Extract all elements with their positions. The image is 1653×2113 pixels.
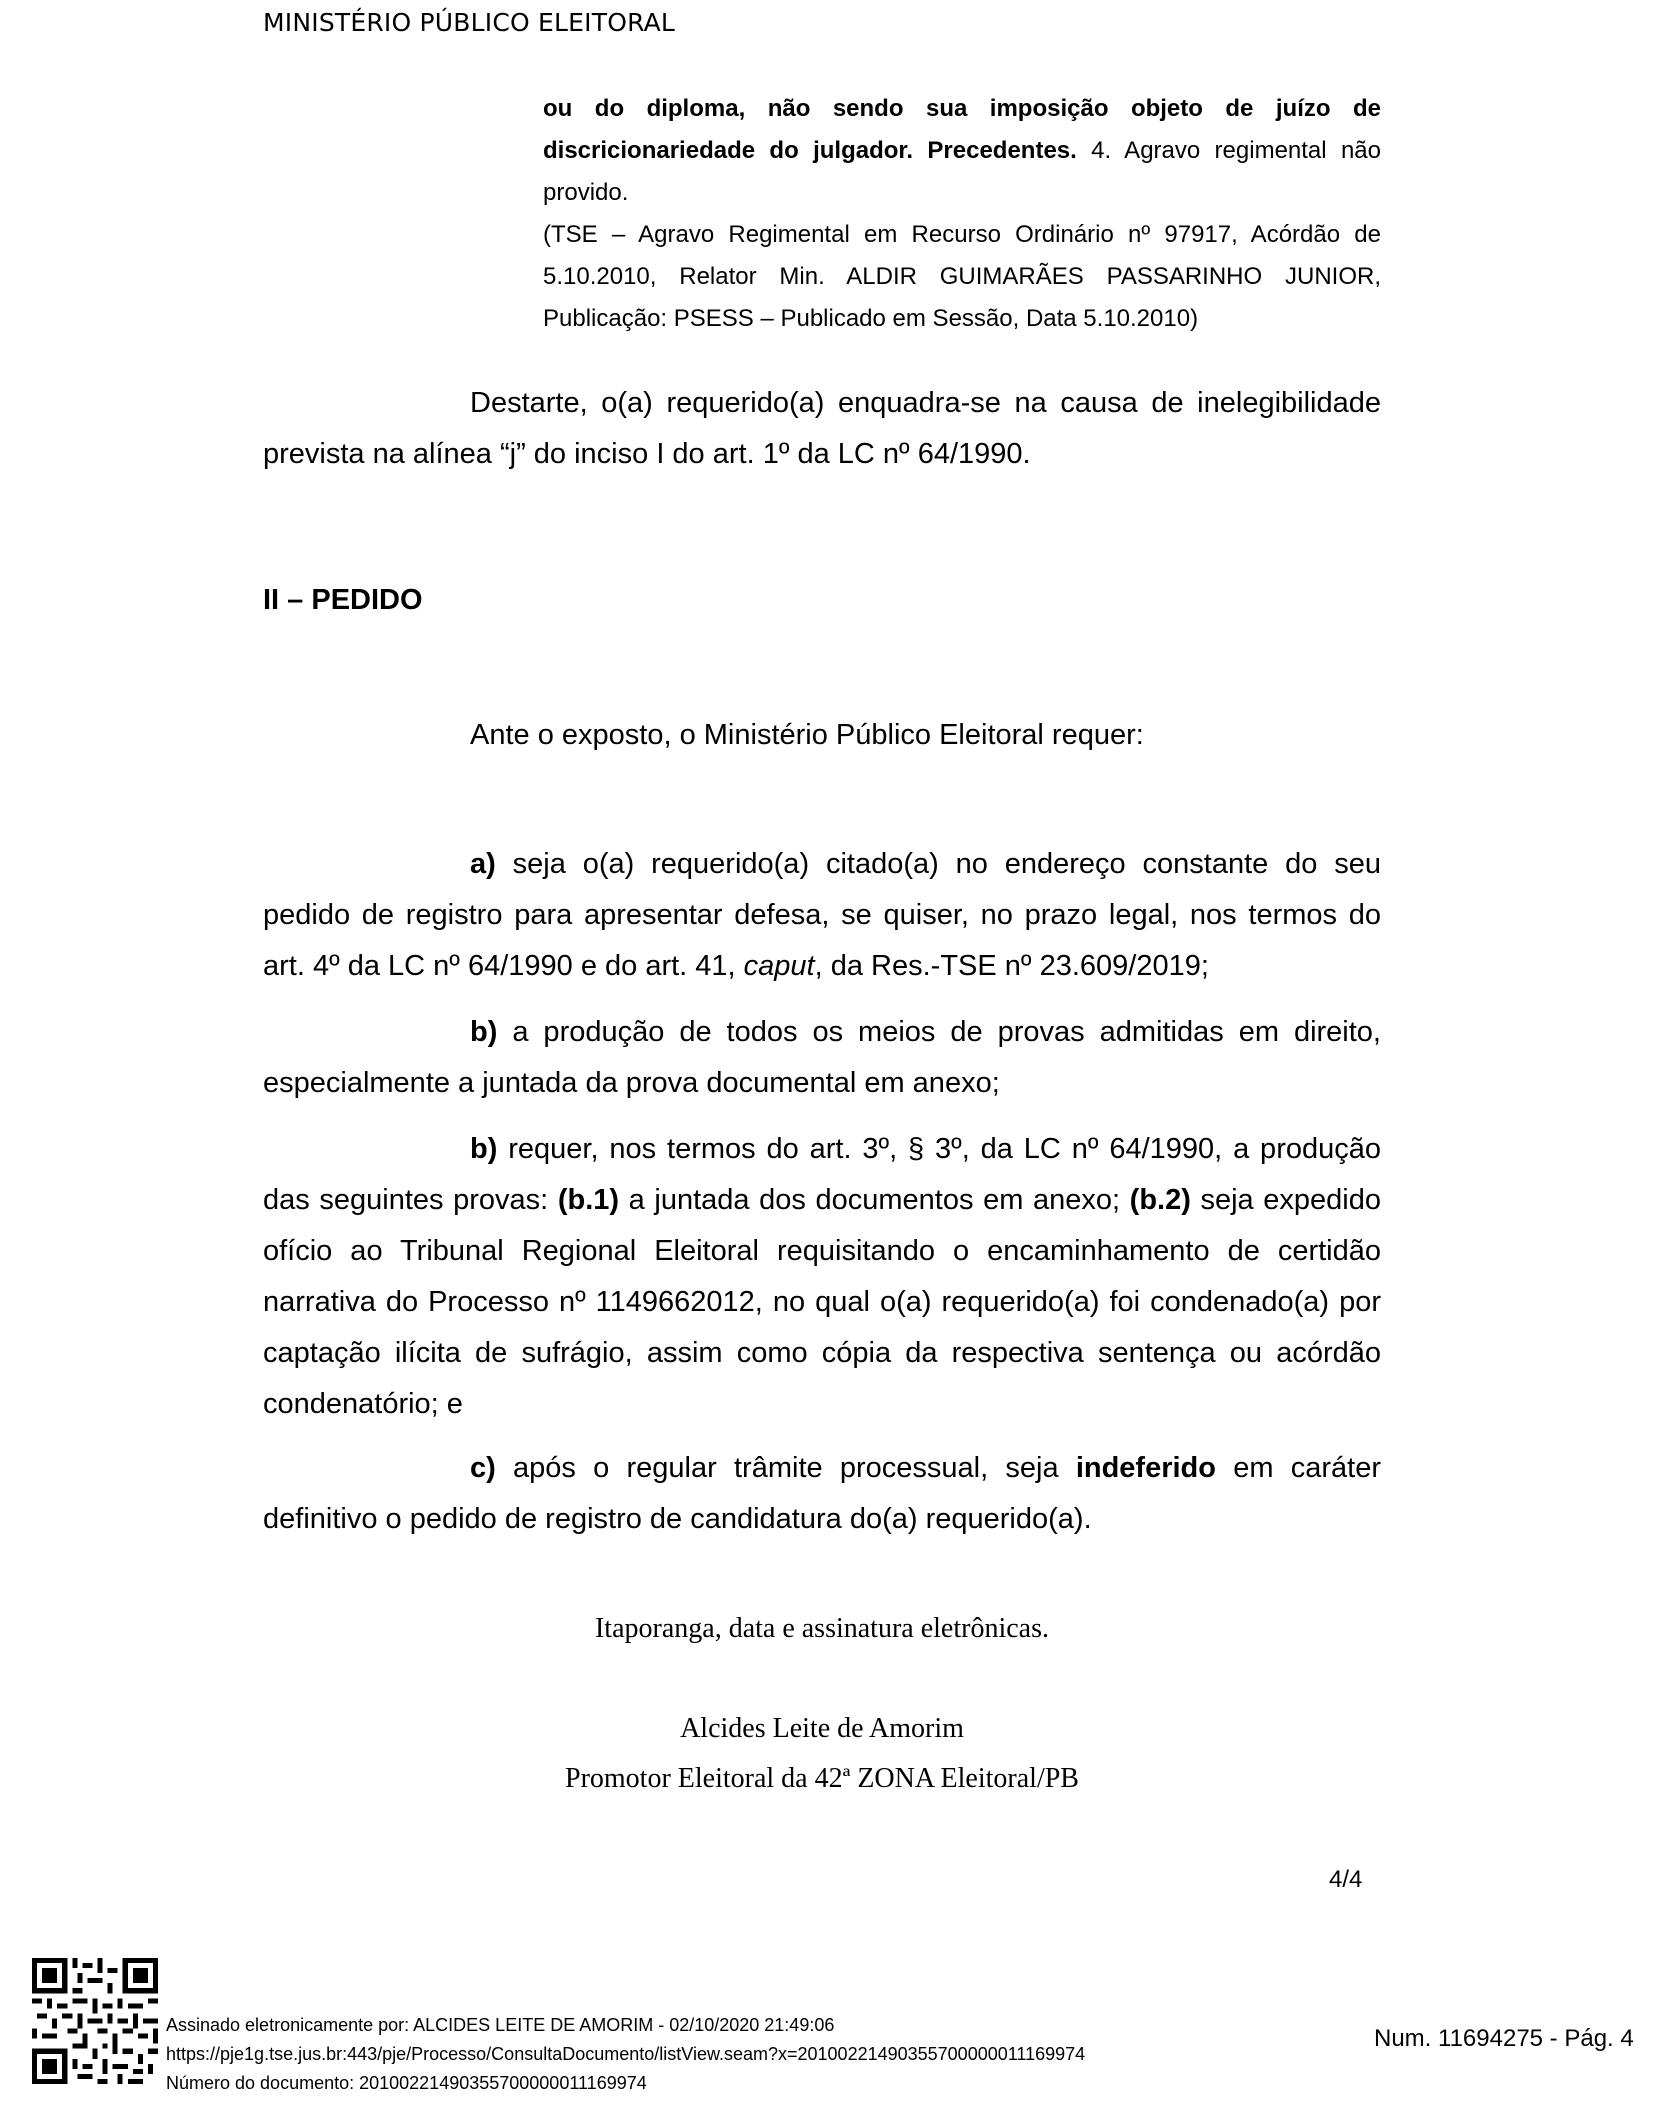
footer-page-number: Num. 11694275 - Pág. 4 [1374,2025,1634,2052]
item-label: b) [470,1016,498,1048]
quote-bold-text: ou do diploma, não sendo sua imposição objeto de juízo de discricionariedade do julgador. Precedentes. [543,95,1381,164]
conclusion-text: Destarte, o(a) requerido(a) enquadra-se na causa de inelegibilidade prevista na alínea “j” do inciso I do art. 1º da LC nº 64/1990. [263,387,1381,470]
item-label: c) [470,1452,496,1484]
request-item-b1 [263,1007,1381,1109]
item-bold-text: indeferido [1075,1452,1216,1484]
item-text: após o regular trâmite processual, seja [495,1452,1076,1484]
signed-by-text: Assinado eletronicamente por: ALCIDES LEITE DE AMORIM - 02/10/2020 21:49:06 [166,2015,835,2035]
sub-item-label: (b.1) [557,1184,620,1216]
sub-item-label: (b.2) [1129,1184,1191,1216]
page-counter: 4/4 [1329,1866,1363,1893]
signer-name: Alcides Leite de Amorim [680,1713,964,1744]
conclusion-paragraph [263,378,1381,480]
signature-footer [166,2011,1085,2098]
document-header: MINISTÉRIO PÚBLICO ELEITORAL [263,8,676,37]
item-text: requer, nos termos do art. 3º, § 3º, da LC nº 64/1990, a produção das seguintes provas: [263,1133,1381,1216]
request-item-c [263,1443,1381,1545]
item-text: a juntada dos documentos em anexo; [619,1184,1130,1216]
place-date: Itaporanga, data e assinatura eletrônicas. [594,1613,1049,1644]
request-item-b2 [263,1124,1381,1430]
jurisprudence-quote [543,88,1381,340]
quote-rest-text: 4. Agravo regimental não provido. [543,137,1381,206]
signer-role: Promotor Eleitoral da 42ª ZONA Eleitoral/PB [565,1763,1079,1794]
item-label: a) [470,848,496,880]
document-url[interactable]: https://pje1g.tse.jus.br:443/pje/Processo/ConsultaDocumento/listView.seam?x=20100221490355700000011169974 [166,2044,1086,2064]
item-text: a produção de todos os meios de provas admitidas em direito, especialmente a juntada da prova documental em anexo; [263,1016,1381,1099]
item-text: , da Res.-TSE nº 23.609/2019; [814,950,1209,982]
item-text: seja o(a) requerido(a) citado(a) no endereço constante do seu pedido de registro para apresentar defesa, se quiser, no prazo legal, nos termos do art. 4º da LC nº 64/1990 e do art. 41, [263,848,1381,982]
intro-paragraph [263,710,1381,761]
item-label: b) [470,1133,498,1165]
document-number: Número do documento: 20100221490355700000011169974 [166,2073,647,2093]
item-text: em caráter definitivo o pedido de registro de candidatura do(a) requerido(a). [263,1452,1381,1535]
intro-text: Ante o exposto, o Ministério Público Eleitoral requer: [470,719,1144,751]
qr-code-icon [32,1958,158,2084]
quote-text [543,88,1381,214]
item-italic-text: caput [743,950,815,982]
item-text: seja expedido ofício ao Tribunal Regional Eleitoral requisitando o encaminhamento de certidão narrativa do Processo nº 1149662012, no qual o(a) requerido(a) foi condenado(a) por captação ilícita de sufrágio, assim como cópia da respectiva sentença ou acórdão condenatório; e [263,1184,1381,1420]
section-title: II – PEDIDO [263,584,423,616]
quote-citation: (TSE – Agravo Regimental em Recurso Ordinário nº 97917, Acórdão de 5.10.2010, Relator Min. ALDIR GUIMARÃES PASSARINHO JUNIOR, Publicação: PSESS – Publicado em Sessão, Data 5.10.2010) [543,221,1381,332]
request-item-a [263,839,1381,992]
